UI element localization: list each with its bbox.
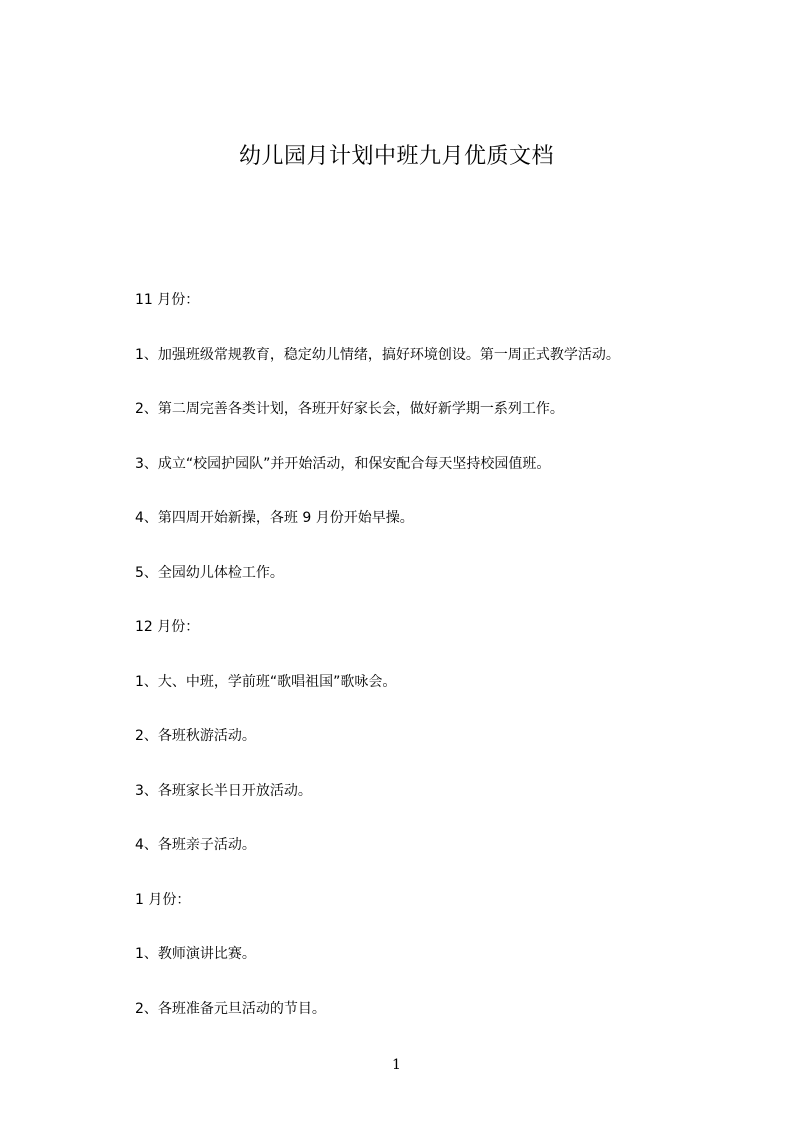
document-title: 幼儿园月计划中班九月优质文档 bbox=[238, 144, 554, 169]
list-item: 3、各班家长半日开放活动。 bbox=[135, 782, 312, 799]
list-item: 4、各班亲子活动。 bbox=[135, 837, 256, 853]
month-heading-january: 1 月份： bbox=[135, 891, 191, 908]
list-item: 1、教师演讲比赛。 bbox=[135, 946, 256, 962]
list-item: 2、各班秋游活动。 bbox=[135, 728, 256, 744]
month-heading-november: 11 月份： bbox=[135, 292, 200, 308]
month-heading-december: 12 月份： bbox=[135, 619, 200, 635]
list-item: 2、各班准备元旦活动的节目。 bbox=[135, 1000, 326, 1017]
list-item: 1、加强班级常规教育，稳定幼儿情绪，搞好环境创设。第一周正式教学活动。 bbox=[135, 346, 620, 363]
page-number: 1 bbox=[392, 1057, 401, 1073]
list-item: 5、全园幼儿体检工作。 bbox=[135, 564, 284, 581]
list-item: 4、第四周开始新操，各班 9 月份开始早操。 bbox=[135, 510, 414, 526]
list-item: 3、成立“校园护园队”并开始活动，和保安配合每天坚持校园值班。 bbox=[135, 455, 551, 472]
list-item: 1、大、中班，学前班“歌唱祖国”歌咏会。 bbox=[135, 673, 397, 690]
document-body bbox=[135, 290, 735, 1053]
list-item: 2、第二周完善各类计划，各班开好家长会，做好新学期一系列工作。 bbox=[135, 401, 564, 417]
